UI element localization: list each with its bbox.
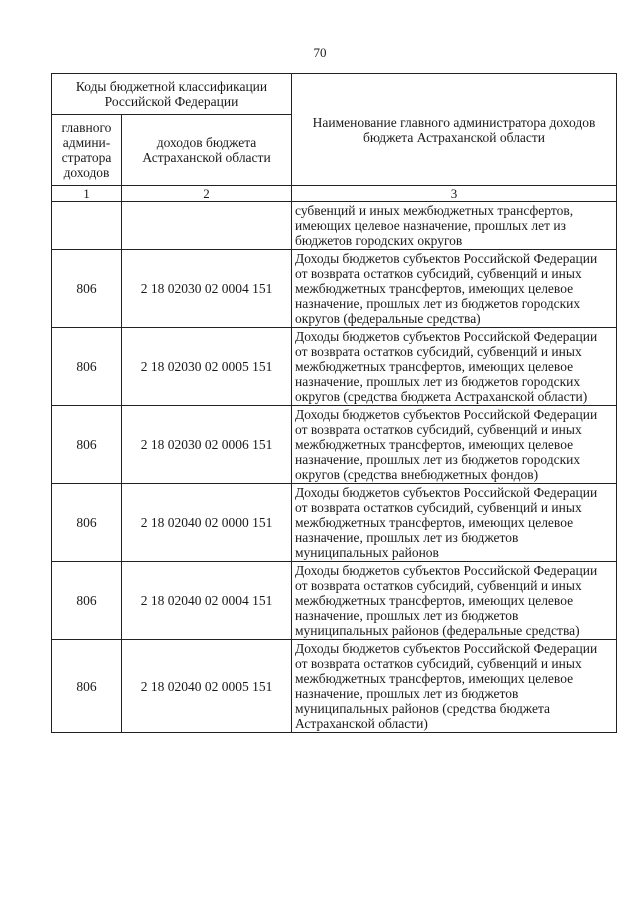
table-row xyxy=(52,202,617,250)
codes-group-header: Коды бюджетной классификации Российской Федерации xyxy=(52,74,292,115)
revenue-name-cell: Доходы бюджетов субъектов Российской Федерации от возврата остатков субсидий, субвенций и иных межбюджетных трансфертов, имеющих целевое назначение, прошлых лет из бюджетов городских округов (средства бюджета Астраханской области) xyxy=(292,328,617,406)
budget-classification-table xyxy=(51,73,617,733)
page-number: 70 xyxy=(313,45,327,60)
revenue-name-cell: субвенций и иных межбюджетных трансфертов, имеющих целевое назначение, прошлых лет из бюджетов городских округов xyxy=(292,202,617,250)
income-code-cell: 2 18 02030 02 0004 151 xyxy=(122,250,292,328)
table-row xyxy=(52,250,617,328)
admin-code-cell: 806 xyxy=(52,406,122,484)
income-code-cell: 2 18 02040 02 0004 151 xyxy=(122,562,292,640)
income-code-cell: 2 18 02030 02 0006 151 xyxy=(122,406,292,484)
admin-code-cell: 806 xyxy=(52,484,122,562)
table-row xyxy=(52,640,617,733)
income-code-cell: 2 18 02030 02 0005 151 xyxy=(122,328,292,406)
income-code-cell xyxy=(122,202,292,250)
table-row xyxy=(52,406,617,484)
admin-column-header: главного админи-стратора доходов xyxy=(52,115,122,186)
name-column-header: Наименование главного администратора доходов бюджета Астраханской области xyxy=(292,74,617,186)
column-number-2: 2 xyxy=(122,186,292,202)
revenue-name-cell: Доходы бюджетов субъектов Российской Федерации от возврата остатков субсидий, субвенций и иных межбюджетных трансфертов, имеющих целевое назначение, прошлых лет из бюджетов муниципальных районов (средства бюджета Астраханской области) xyxy=(292,640,617,733)
admin-code-cell: 806 xyxy=(52,328,122,406)
table-row xyxy=(52,328,617,406)
admin-code-cell: 806 xyxy=(52,250,122,328)
income-column-header: доходов бюджета Астраханской области xyxy=(122,115,292,186)
column-number-3: 3 xyxy=(292,186,617,202)
admin-code-cell: 806 xyxy=(52,562,122,640)
admin-code-cell: 806 xyxy=(52,640,122,733)
revenue-name-cell: Доходы бюджетов субъектов Российской Федерации от возврата остатков субсидий, субвенций и иных межбюджетных трансфертов, имеющих целевое назначение, прошлых лет из бюджетов городских округов (средства внебюджетных фондов) xyxy=(292,406,617,484)
revenue-name-cell: Доходы бюджетов субъектов Российской Федерации от возврата остатков субсидий, субвенций и иных межбюджетных трансфертов, имеющих целевое назначение, прошлых лет из бюджетов городских округов (федеральные средства) xyxy=(292,250,617,328)
revenue-name-cell: Доходы бюджетов субъектов Российской Федерации от возврата остатков субсидий, субвенций и иных межбюджетных трансфертов, имеющих целевое назначение, прошлых лет из бюджетов муниципальных районов (федеральные средства) xyxy=(292,562,617,640)
table-row xyxy=(52,562,617,640)
table-row xyxy=(52,484,617,562)
income-code-cell: 2 18 02040 02 0005 151 xyxy=(122,640,292,733)
column-number-1: 1 xyxy=(52,186,122,202)
revenue-name-cell: Доходы бюджетов субъектов Российской Федерации от возврата остатков субсидий, субвенций и иных межбюджетных трансфертов, имеющих целевое назначение, прошлых лет из бюджетов муниципальных районов xyxy=(292,484,617,562)
income-code-cell: 2 18 02040 02 0000 151 xyxy=(122,484,292,562)
admin-code-cell xyxy=(52,202,122,250)
